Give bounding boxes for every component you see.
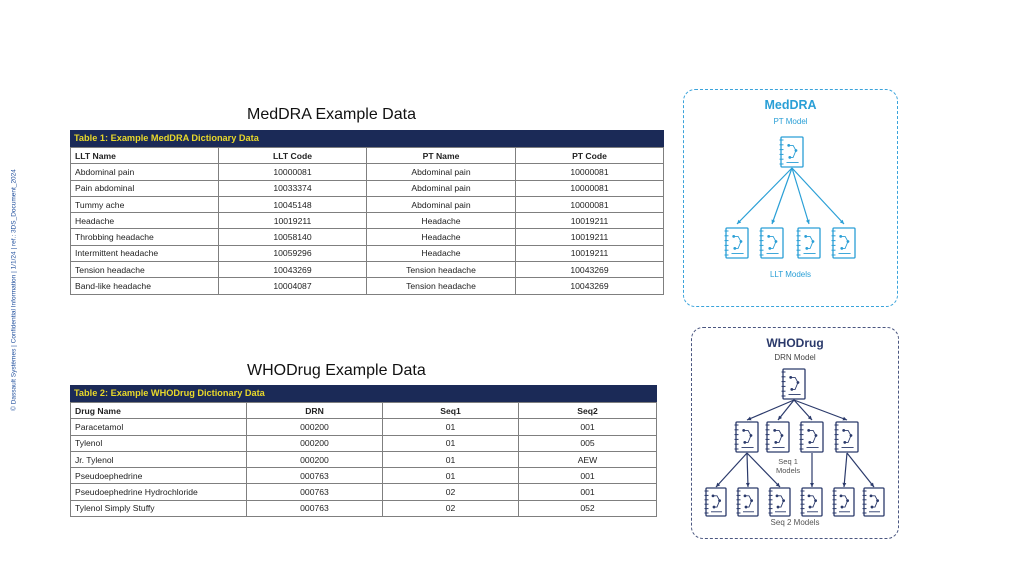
- table-cell: 000200: [247, 419, 383, 435]
- meddra-diagram-title: MedDRA: [764, 98, 817, 112]
- table-cell: Tylenol: [71, 435, 247, 451]
- table-row: [71, 245, 664, 261]
- table-cell: 01: [383, 435, 519, 451]
- meddra-diagram-panel: [683, 89, 898, 307]
- table-cell: Throbbing headache: [71, 229, 219, 245]
- arrowhead: [746, 483, 750, 487]
- seq2-model-icon: [801, 488, 823, 516]
- whodrug-diagram-bottom-label: Seq 2 Models: [770, 518, 820, 527]
- llt-model-icon: [725, 228, 749, 258]
- whodrug-table: [70, 385, 657, 517]
- whodrug-diagram-mid-label: Seq 1 Models: [776, 457, 801, 475]
- table-cell: Abdominal pain: [367, 164, 516, 180]
- whodrug-tree: [692, 328, 900, 540]
- connector-arrow: [747, 453, 748, 487]
- table-row: [71, 419, 657, 435]
- table-cell: Intermittent headache: [71, 245, 219, 261]
- drn-model-icon: [782, 369, 806, 399]
- table-row: [71, 468, 657, 484]
- table-cell: 10019211: [219, 213, 367, 229]
- table-cell: 000200: [247, 451, 383, 467]
- table-row: [71, 484, 657, 500]
- table-cell: Abdominal pain: [71, 164, 219, 180]
- table-row: [71, 500, 657, 516]
- meddra-table-caption: Table 1: Example MedDRA Dictionary Data: [70, 130, 664, 147]
- seq2-model-icon: [863, 488, 885, 516]
- meddra-diagram-subtitle: PT Model: [773, 117, 808, 126]
- table-cell: 001: [519, 419, 657, 435]
- table-cell: 10019211: [516, 245, 664, 261]
- seq2-model-icon: [833, 488, 855, 516]
- column-header: LLT Code: [219, 148, 367, 164]
- table-cell: Abdominal pain: [367, 196, 516, 212]
- seq1-model-icon: [735, 422, 759, 452]
- table-cell: Paracetamol: [71, 419, 247, 435]
- seq2-model-icon: [769, 488, 791, 516]
- table-cell: 02: [383, 500, 519, 516]
- table-cell: 10019211: [516, 229, 664, 245]
- table-cell: AEW: [519, 451, 657, 467]
- table-row: [71, 435, 657, 451]
- meddra-table: [70, 130, 664, 295]
- table-cell: 052: [519, 500, 657, 516]
- table-cell: 10033374: [219, 180, 367, 196]
- table-cell: 01: [383, 451, 519, 467]
- connector-arrow: [792, 168, 844, 224]
- table-cell: 10000081: [219, 164, 367, 180]
- table-cell: Pseudoephedrine: [71, 468, 247, 484]
- connector-arrow: [844, 453, 847, 487]
- seq1-model-icon: [835, 422, 859, 452]
- table-cell: 10043269: [219, 262, 367, 278]
- arrowhead: [842, 483, 846, 487]
- table-cell: 10000081: [516, 196, 664, 212]
- table-row: [71, 164, 664, 180]
- llt-model-icon: [760, 228, 784, 258]
- table-cell: 000763: [247, 484, 383, 500]
- connector-arrow: [716, 453, 747, 487]
- table-cell: Headache: [367, 229, 516, 245]
- table-cell: 01: [383, 468, 519, 484]
- table-cell: 10059296: [219, 245, 367, 261]
- table-cell: 01: [383, 419, 519, 435]
- table-cell: 005: [519, 435, 657, 451]
- meddra-tree: [684, 90, 899, 308]
- table-cell: Pain abdominal: [71, 180, 219, 196]
- table-cell: 10019211: [516, 213, 664, 229]
- table-cell: 10000081: [516, 180, 664, 196]
- table-cell: Tension headache: [367, 278, 516, 294]
- table-cell: 10043269: [516, 262, 664, 278]
- table-cell: 10043269: [516, 278, 664, 294]
- column-header: PT Name: [367, 148, 516, 164]
- column-header: PT Code: [516, 148, 664, 164]
- table-cell: 000200: [247, 435, 383, 451]
- table-cell: 000763: [247, 500, 383, 516]
- column-header: Seq2: [519, 403, 657, 419]
- connector-arrow: [747, 453, 780, 487]
- seq2-model-icon: [737, 488, 759, 516]
- table-row: [71, 196, 664, 212]
- table-cell: 02: [383, 484, 519, 500]
- table-cell: 10045148: [219, 196, 367, 212]
- meddra-diagram-bottom-label: LLT Models: [769, 270, 812, 279]
- column-header: LLT Name: [71, 148, 219, 164]
- arrowhead: [772, 220, 776, 224]
- connector-arrow: [747, 400, 794, 420]
- seq1-model-icon: [800, 422, 824, 452]
- table-cell: Pseudoephedrine Hydrochloride: [71, 484, 247, 500]
- table-row: [71, 229, 664, 245]
- table-cell: Tummy ache: [71, 196, 219, 212]
- table-cell: 000763: [247, 468, 383, 484]
- table-cell: Tension headache: [367, 262, 516, 278]
- meddra-heading: MedDRA Example Data: [247, 106, 416, 123]
- table-cell: Tylenol Simply Stuffy: [71, 500, 247, 516]
- table-row: [71, 262, 664, 278]
- connector-arrow: [847, 453, 874, 487]
- column-header: Seq1: [383, 403, 519, 419]
- table-cell: Headache: [367, 213, 516, 229]
- table-row: [71, 213, 664, 229]
- table-cell: Band-like headache: [71, 278, 219, 294]
- connector-arrow: [794, 400, 847, 420]
- table-cell: 10058140: [219, 229, 367, 245]
- table-cell: 10000081: [516, 164, 664, 180]
- table-row: [71, 180, 664, 196]
- table-cell: Jr. Tylenol: [71, 451, 247, 467]
- table-cell: Abdominal pain: [367, 180, 516, 196]
- table-cell: Headache: [367, 245, 516, 261]
- whodrug-diagram-title: WHODrug: [766, 336, 824, 350]
- table-cell: 001: [519, 468, 657, 484]
- llt-model-icon: [832, 228, 856, 258]
- table-cell: Tension headache: [71, 262, 219, 278]
- table-cell: Headache: [71, 213, 219, 229]
- seq2-model-icon: [705, 488, 727, 516]
- arrowhead: [810, 483, 814, 487]
- table-cell: 10004087: [219, 278, 367, 294]
- connector-arrow: [772, 168, 792, 224]
- whodrug-diagram-subtitle: DRN Model: [774, 353, 816, 362]
- copyright-sidebar: © Dassault Systèmes | Confidential Information | 1/1/24 | ref.: 3DS_Document_2024: [10, 169, 18, 411]
- seq1-model-icon: [766, 422, 790, 452]
- table-cell: 001: [519, 484, 657, 500]
- whodrug-diagram-panel: [691, 327, 899, 539]
- pt-model-icon: [780, 137, 804, 167]
- connector-arrow: [737, 168, 792, 224]
- column-header: Drug Name: [71, 403, 247, 419]
- column-header: DRN: [247, 403, 383, 419]
- whodrug-heading: WHODrug Example Data: [247, 362, 426, 379]
- llt-model-icon: [797, 228, 821, 258]
- whodrug-table-caption: Table 2: Example WHODrug Dictionary Data: [70, 385, 657, 402]
- table-row: [71, 278, 664, 294]
- table-row: [71, 451, 657, 467]
